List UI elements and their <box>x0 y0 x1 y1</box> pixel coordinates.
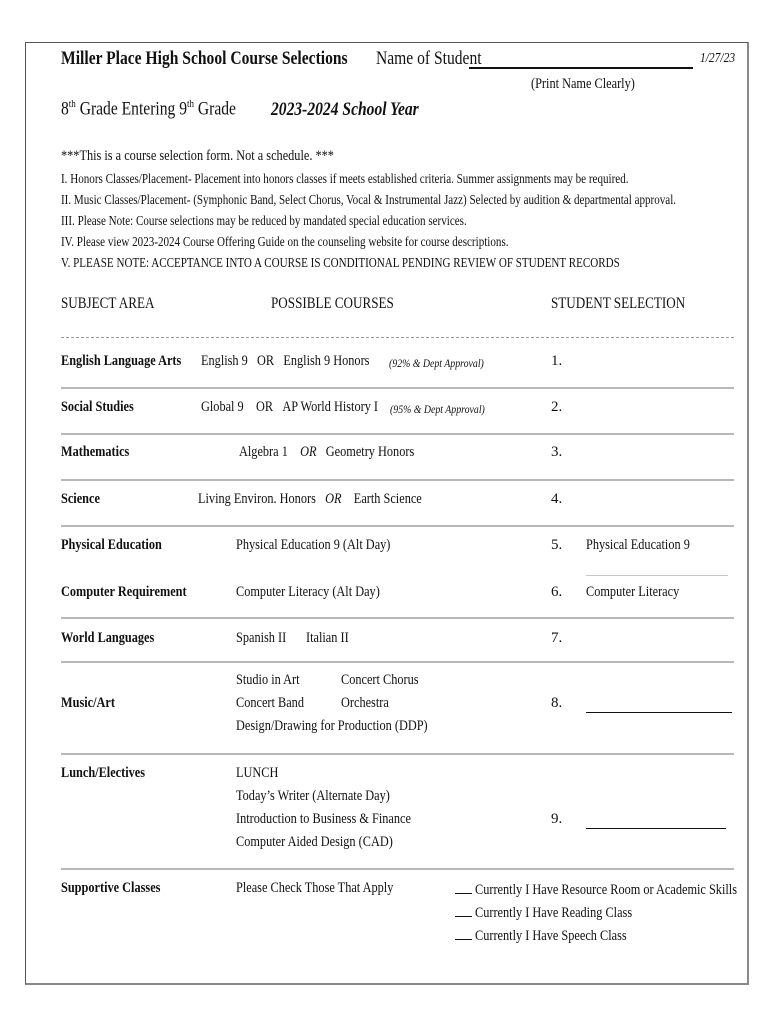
course-options-science: Living Environ. Honors OR Earth Science <box>198 491 422 507</box>
note-acceptance: V. PLEASE NOTE: ACCEPTANCE INTO A COURSE IS CONDITIONAL PENDING REVIEW OF STUDENT RECORDS <box>61 255 620 270</box>
subject-world-languages: World Languages <box>61 630 155 646</box>
selection-field-2[interactable] <box>575 399 725 421</box>
subject-lunch-electives: Lunch/Electives <box>61 765 146 781</box>
course-option-orchestra: Orchestra <box>341 695 389 711</box>
support-option-resource-room[interactable]: Currently I Have Resource Room or Academic Skills <box>455 880 770 899</box>
student-name-field[interactable] <box>469 50 693 69</box>
course-option-business-finance: Introduction to Business & Finance <box>236 811 411 827</box>
support-option-reading[interactable]: Currently I Have Reading Class <box>455 903 667 922</box>
selection-number-4: 4. <box>551 491 563 507</box>
course-option-spanish: Spanish II <box>236 630 287 646</box>
selection-field-3[interactable] <box>575 444 725 466</box>
selection-number-7: 7. <box>551 630 563 646</box>
row-divider <box>61 753 734 755</box>
row-divider <box>586 575 728 576</box>
selection-value-6: Computer Literacy <box>586 584 680 600</box>
selection-field-4[interactable] <box>575 491 725 513</box>
course-options-mathematics: Algebra 1 OR Geometry Honors <box>239 444 415 460</box>
subject-ela: English Language Arts <box>61 353 182 369</box>
support-option-speech[interactable]: Currently I Have Speech Class <box>455 926 660 945</box>
row-divider <box>61 479 734 481</box>
print-name-note: (Print Name Clearly) <box>531 76 635 92</box>
selection-number-1: 1. <box>551 353 563 369</box>
course-option-italian: Italian II <box>306 630 349 646</box>
course-options-social-studies: Global 9 OR AP World History I <box>201 399 379 415</box>
column-possible-courses: POSSIBLE COURSES <box>271 295 394 312</box>
subject-science: Science <box>61 491 100 507</box>
course-option-lunch: LUNCH <box>236 765 279 781</box>
supportive-instruction: Please Check Those That Apply <box>236 880 394 896</box>
column-student-selection: STUDENT SELECTION <box>551 295 686 312</box>
course-options-physical-education: Physical Education 9 (Alt Day) <box>236 537 391 553</box>
selection-field-7[interactable] <box>575 630 725 652</box>
row-divider <box>61 387 734 389</box>
form-title: Miller Place High School Course Selections <box>61 48 348 69</box>
checkbox-blank[interactable] <box>455 926 472 940</box>
subject-physical-education: Physical Education <box>61 537 162 553</box>
selection-number-9: 9. <box>551 811 563 827</box>
row-divider <box>61 525 734 527</box>
selection-number-8: 8. <box>551 695 563 711</box>
selection-number-3: 3. <box>551 444 563 460</box>
selection-number-6: 6. <box>551 584 563 600</box>
selection-number-2: 2. <box>551 399 563 415</box>
column-subject-area: SUBJECT AREA <box>61 295 155 312</box>
row-divider <box>61 617 734 619</box>
course-option-concert-chorus: Concert Chorus <box>341 672 419 688</box>
school-year: 2023-2024 School Year <box>271 99 419 120</box>
row-divider <box>61 433 734 435</box>
note-disclaimer: ***This is a course selection form. Not a schedule. *** <box>61 148 334 164</box>
course-options-ela: English 9 OR English 9 Honors <box>201 353 370 369</box>
selection-field-9[interactable] <box>586 812 726 829</box>
form-date: 1/27/23 <box>700 51 736 66</box>
course-options-computer: Computer Literacy (Alt Day) <box>236 584 380 600</box>
course-option-studio-art: Studio in Art <box>236 672 300 688</box>
selection-field-1[interactable] <box>575 353 725 375</box>
selection-value-5: Physical Education 9 <box>586 537 690 553</box>
approval-note-social-studies: (95% & Dept Approval) <box>390 402 485 416</box>
subject-supportive-classes: Supportive Classes <box>61 880 161 896</box>
checkbox-blank[interactable] <box>455 880 472 894</box>
course-option-ddp: Design/Drawing for Production (DDP) <box>236 718 428 734</box>
row-divider <box>61 661 734 663</box>
subject-music-art: Music/Art <box>61 695 115 711</box>
note-music: II. Music Classes/Placement- (Symphonic Band, Select Chorus, Vocal & Instrumental Jazz) Selected by audition & departmental approval. <box>61 192 677 207</box>
checkbox-blank[interactable] <box>455 903 472 917</box>
course-option-todays-writer: Today’s Writer (Alternate Day) <box>236 788 390 804</box>
subject-mathematics: Mathematics <box>61 444 130 460</box>
row-divider <box>61 868 734 870</box>
note-special-ed: III. Please Note: Course selections may be reduced by mandated special education services. <box>61 213 467 228</box>
note-honors: I. Honors Classes/Placement- Placement into honors classes if meets established criteria. Summer assignments may be required. <box>61 171 629 186</box>
grade-heading: 8th Grade Entering 9th Grade <box>61 98 236 120</box>
subject-social-studies: Social Studies <box>61 399 134 415</box>
student-name-label: Name of Student <box>376 48 482 69</box>
subject-computer-requirement: Computer Requirement <box>61 584 187 600</box>
selection-number-5: 5. <box>551 537 563 553</box>
header-divider <box>61 337 734 338</box>
selection-field-8[interactable] <box>586 696 732 713</box>
course-option-cad: Computer Aided Design (CAD) <box>236 834 393 850</box>
course-option-concert-band: Concert Band <box>236 695 304 711</box>
note-course-guide: IV. Please view 2023-2024 Course Offering Guide on the counseling website for course descriptions. <box>61 234 509 249</box>
approval-note-ela: (92% & Dept Approval) <box>389 356 484 370</box>
